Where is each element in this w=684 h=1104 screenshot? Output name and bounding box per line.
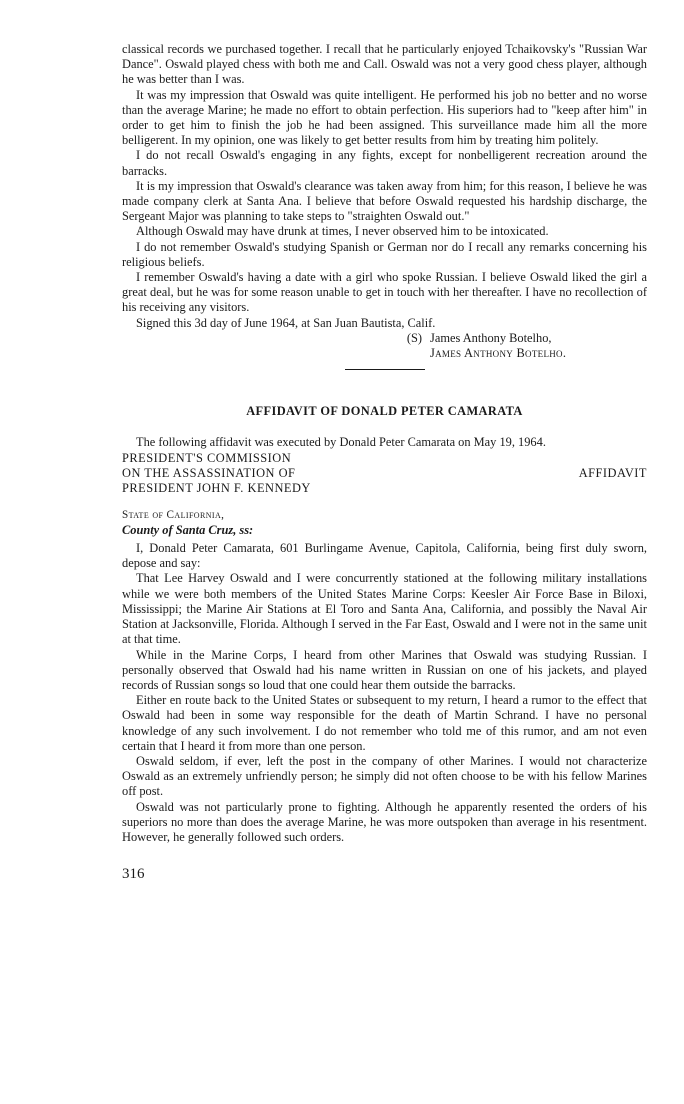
body-paragraph: It was my impression that Oswald was quite intelligent. He performed his job no better and no worse than the average Marine; he made no effort to obtain perfection. His superiors had to "keep after him" in order to get him to finish the job he had been assigned. This surveillance made him all the more belligerent. In my opinion, one was likely to get better results from him by treating him politely.: [122, 87, 647, 148]
affidavit-title: AFFIDAVIT OF DONALD PETER CAMARATA: [246, 404, 523, 419]
affidavit-caption: [122, 451, 647, 496]
county-line: County of Santa Cruz, ss:: [122, 522, 254, 537]
affidavit-paragraph: Oswald was not particularly prone to fighting. Although he apparently resented the orders of his superiors no more than does the average Marine, he was more outspoken than average in his resentment. However, he generally followed such orders.: [122, 799, 647, 844]
signed-line: Signed this 3d day of June 1964, at San Juan Bautista, Calif.: [136, 315, 436, 330]
body-paragraph: I do not recall Oswald's engaging in any fights, except for nonbelligerent recreation around the barracks.: [122, 148, 647, 178]
body-paragraph: classical records we purchased together. I recall that he particularly enjoyed Tchaikovsky's "Russian War Dance". Oswald played chess with both me and Call. Oswald was not a very good chess player, although he was better than I was.: [122, 42, 647, 87]
body-paragraph: I do not remember Oswald's studying Spanish or German nor do I recall any remarks concerning his religious beliefs.: [122, 239, 647, 269]
document-page: [122, 42, 647, 882]
affidavit-paragraph: Either en route back to the United States or subsequent to my return, I heard a rumor to the effect that Oswald had been in some way responsible for the death of Martin Schrand. I have no personal knowledge of any such involvement. I do not remember who told me of this rumor, and am not even certain that I heard it from more than one person.: [122, 693, 647, 753]
signature-block: [122, 331, 647, 361]
signature-name: James Anthony Botelho,: [430, 330, 552, 345]
body-paragraph: It is my impression that Oswald's clearance was taken away from him; for this reason, I believe he was made company clerk at Santa Ana. I believe that before Oswald requested his hardship discharge, the Sergeant Major was planning to take steps to "straighten Oswald out.": [122, 178, 647, 224]
body-paragraph: Although Oswald may have drunk at times, I never observed him to be intoxicated.: [136, 224, 549, 239]
affidavit-paragraph: While in the Marine Corps, I heard from other Marines that Oswald was studying Russian. I personally observed that Oswald had his name written in Russian on one of his jackets, and played records of Russian songs so loud that one could hear them outside the barracks.: [122, 647, 647, 692]
commission-line: ON THE ASSASSINATION OF: [122, 465, 296, 480]
page-number: 316: [122, 866, 145, 883]
section-divider: [345, 369, 425, 370]
affidavit-paragraph: I, Donald Peter Camarata, 601 Burlingame Avenue, Capitola, California, being first duly sworn, depose and say:: [122, 541, 647, 571]
affidavit-paragraph: Oswald seldom, if ever, left the post in the company of other Marines. I would not characterize Oswald as an extremely unfriendly person; he simply did not often choose to be with his fellow Marines off post.: [122, 753, 647, 799]
body-paragraph: I remember Oswald's having a date with a girl who spoke Russian. I believe Oswald liked the girl a great deal, but he was for some reason unable to get in touch with her thereafter. I have no recollection of his receiving any visitors.: [122, 270, 647, 315]
commission-line: PRESIDENT'S COMMISSION: [122, 450, 292, 465]
affidavit-intro: The following affidavit was executed by Donald Peter Camarata on May 19, 1964.: [136, 435, 546, 450]
affidavit-label: AFFIDAVIT: [578, 465, 647, 480]
affidavit-paragraph: That Lee Harvey Oswald and I were concurrently stationed at the following military installations while we were both members of the United States Marine Corps: Keesler Air Force Base in Biloxi, Mississippi; the Marine Air Stations at El Toro and Santa Ana, California, and possibly the Naval Air Station at Jacksonville, Florida. Although I served in the Far East, Oswald and I were not in the same unit at that time.: [122, 571, 647, 647]
signature-prefix: (S): [406, 330, 422, 345]
commission-heading: [122, 451, 311, 496]
commission-line: PRESIDENT JOHN F. KENNEDY: [122, 480, 311, 495]
state-line: State of California,: [122, 508, 225, 521]
signature-printed-name: James Anthony Botelho.: [430, 346, 567, 361]
